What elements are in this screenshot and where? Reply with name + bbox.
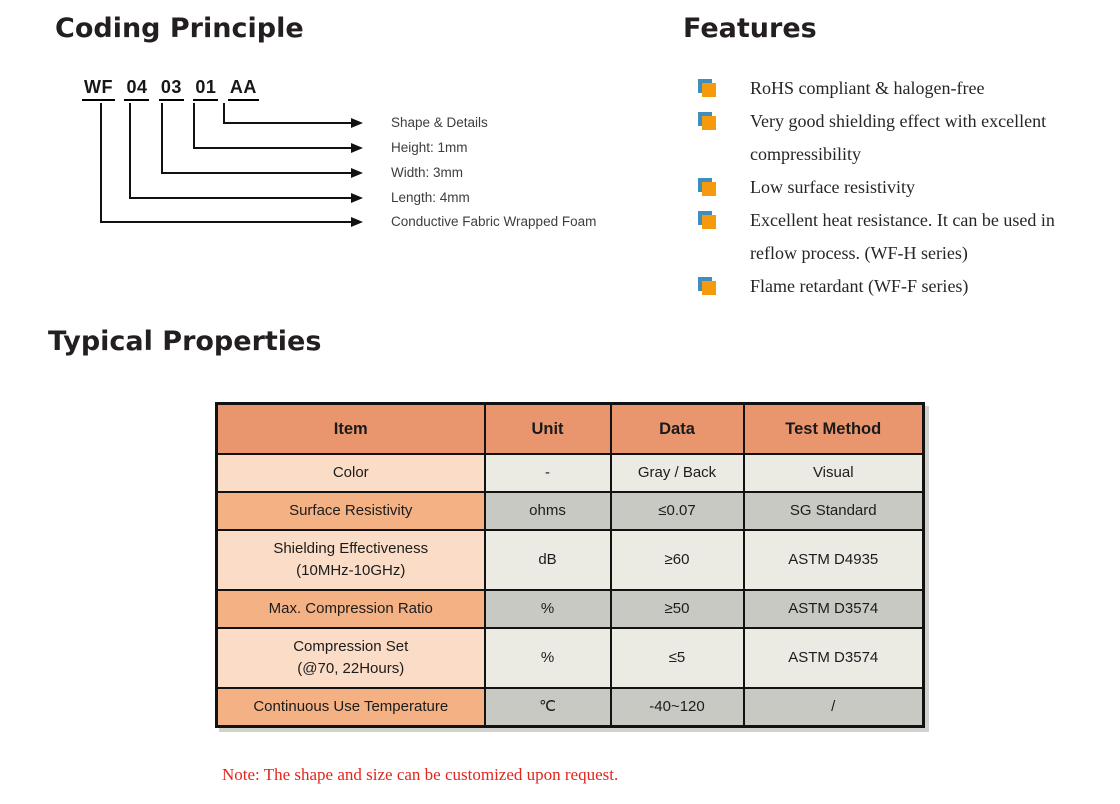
column-header-unit: Unit xyxy=(485,404,611,455)
connector-line-length xyxy=(130,103,352,198)
cell-method: SG Standard xyxy=(744,492,924,530)
customization-note: Note: The shape and size can be customized upon request. xyxy=(222,765,619,784)
column-header-test-method: Test Method xyxy=(744,404,924,455)
code-label-height: Height: 1mm xyxy=(391,140,468,155)
cell-item: Continuous Use Temperature xyxy=(217,688,485,727)
feature-bullet-icon xyxy=(698,79,717,98)
table-row xyxy=(217,530,924,590)
features-list xyxy=(698,72,1060,303)
cell-data: ≥60 xyxy=(611,530,744,590)
cell-unit: % xyxy=(485,628,611,688)
column-header-item: Item xyxy=(217,404,485,455)
code-segment-shape: AA xyxy=(228,77,259,101)
cell-unit: - xyxy=(485,454,611,492)
cell-data: Gray / Back xyxy=(611,454,744,492)
cell-item: Surface Resistivity xyxy=(217,492,485,530)
code-segment-height: 01 xyxy=(193,77,218,101)
connector-line-height xyxy=(194,103,352,148)
feature-text: RoHS compliant & halogen-free xyxy=(750,78,985,98)
table-row xyxy=(217,492,924,530)
list-item xyxy=(698,171,1060,204)
cell-method: ASTM D3574 xyxy=(744,590,924,628)
cell-method: / xyxy=(744,688,924,727)
cell-item: Shielding Effectiveness (10MHz-10GHz) xyxy=(217,530,485,590)
code-segment-length: 04 xyxy=(124,77,149,101)
cell-item: Compression Set (@70, 22Hours) xyxy=(217,628,485,688)
feature-bullet-icon xyxy=(698,178,717,197)
features-title: Features xyxy=(683,13,817,44)
connector-line-width xyxy=(162,103,352,173)
cell-unit: dB xyxy=(485,530,611,590)
cell-data: -40~120 xyxy=(611,688,744,727)
feature-text: Excellent heat resistance. It can be used in reflow process. (WF-H series) xyxy=(750,210,1055,263)
table-row xyxy=(217,688,924,727)
code-label-length: Length: 4mm xyxy=(391,190,470,205)
cell-unit: % xyxy=(485,590,611,628)
table-row xyxy=(217,454,924,492)
feature-bullet-icon xyxy=(698,211,717,230)
code-segment-series: WF xyxy=(82,77,115,101)
typical-properties-title: Typical Properties xyxy=(48,326,322,357)
cell-data: ≤5 xyxy=(611,628,744,688)
cell-unit: ohms xyxy=(485,492,611,530)
list-item xyxy=(698,204,1060,270)
code-label-width: Width: 3mm xyxy=(391,165,464,180)
list-item xyxy=(698,105,1060,171)
cell-data: ≥50 xyxy=(611,590,744,628)
table-row xyxy=(217,628,924,688)
cell-method: ASTM D3574 xyxy=(744,628,924,688)
feature-text: Low surface resistivity xyxy=(750,177,915,197)
table-header-row xyxy=(217,404,924,455)
list-item xyxy=(698,72,1060,105)
feature-bullet-icon xyxy=(698,277,717,296)
cell-item: Max. Compression Ratio xyxy=(217,590,485,628)
table-row xyxy=(217,590,924,628)
cell-method: ASTM D4935 xyxy=(744,530,924,590)
cell-data: ≤0.07 xyxy=(611,492,744,530)
feature-bullet-icon xyxy=(698,112,717,131)
cell-unit: ℃ xyxy=(485,688,611,727)
coding-principle-title: Coding Principle xyxy=(55,13,304,44)
typical-properties-table xyxy=(215,402,925,728)
list-item xyxy=(698,270,1060,303)
code-label-material: Conductive Fabric Wrapped Foam xyxy=(391,214,597,229)
feature-text: Very good shielding effect with excellent compressibility xyxy=(750,111,1047,164)
connector-line-material xyxy=(101,103,352,222)
feature-text: Flame retardant (WF-F series) xyxy=(750,276,969,296)
cell-item: Color xyxy=(217,454,485,492)
column-header-data: Data xyxy=(611,404,744,455)
coding-connector-lines xyxy=(0,0,380,240)
code-label-shape: Shape & Details xyxy=(391,115,488,130)
code-segment-width: 03 xyxy=(159,77,184,101)
cell-method: Visual xyxy=(744,454,924,492)
connector-line-shape xyxy=(224,103,352,123)
